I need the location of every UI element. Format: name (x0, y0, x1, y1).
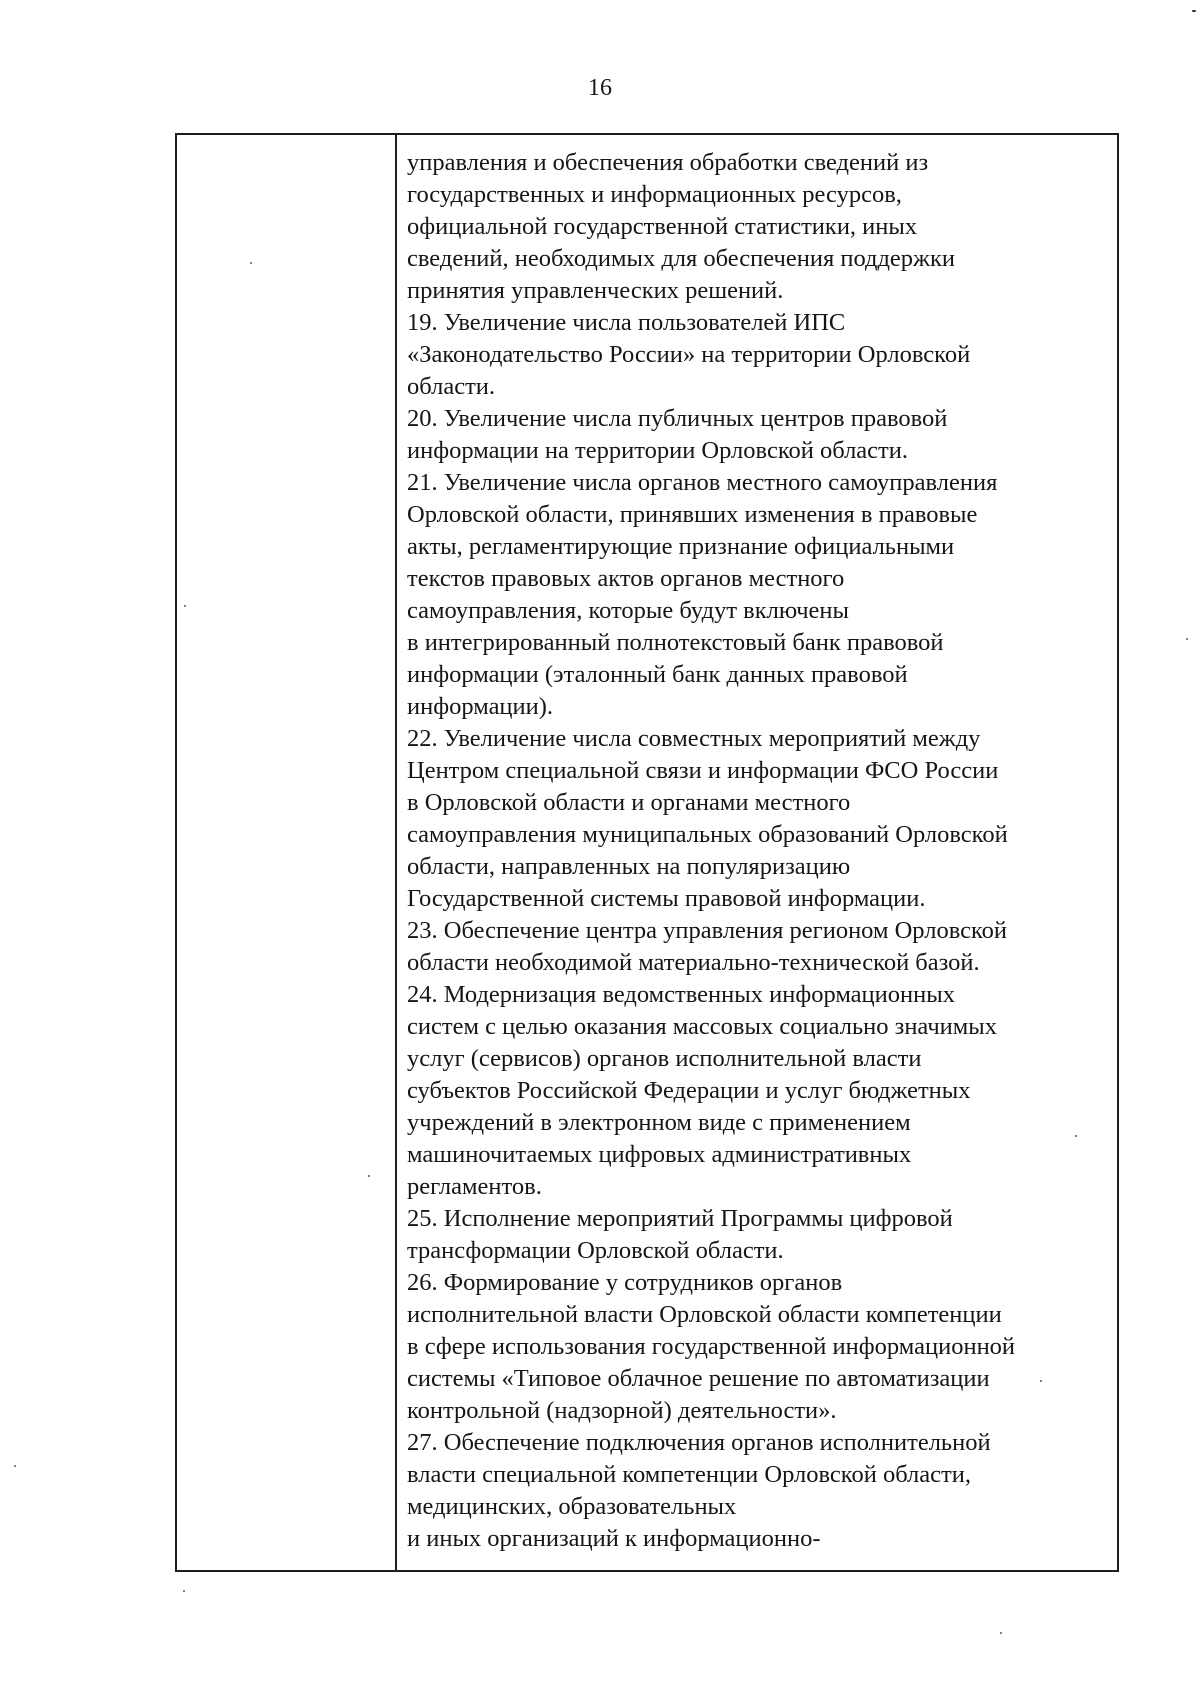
text-line: в сфере использования государственной информационной (407, 1333, 1016, 1360)
text-line: «Законодательство России» на территории Орловской (407, 341, 971, 368)
text-line: 23. Обеспечение центра управления регионом Орловской (407, 917, 1008, 944)
page-number: 16 (588, 75, 612, 101)
scan-speck (1186, 638, 1188, 640)
text-line: акты, регламентирующие признание официальными (407, 533, 955, 560)
text-line: 24. Модернизация ведомственных информационных (407, 981, 955, 1008)
table-left-cell (177, 135, 395, 1570)
text-line: Орловской области, принявших изменения в правовые (407, 501, 978, 528)
text-line: и иных организаций к информационно- (407, 1525, 821, 1552)
scan-speck (14, 1465, 16, 1467)
text-line: самоуправления муниципальных образований Орловской (407, 821, 1008, 848)
text-line: учреждений в электронном виде с применением (407, 1109, 911, 1136)
text-line: самоуправления, которые будут включены (407, 597, 849, 624)
text-line: власти специальной компетенции Орловской области, (407, 1461, 971, 1488)
text-line: 26. Формирование у сотрудников органов (407, 1269, 843, 1296)
scan-speck (184, 605, 186, 607)
text-line: 27. Обеспечение подключения органов исполнительной (407, 1429, 991, 1456)
text-line: Государственной системы правовой информации. (407, 885, 926, 912)
text-line: государственных и информационных ресурсов, (407, 181, 902, 208)
scan-speck (183, 1590, 185, 1592)
text-line: услуг (сервисов) органов исполнительной власти (407, 1045, 922, 1072)
text-line: информации). (407, 693, 554, 720)
text-line: области, направленных на популяризацию (407, 853, 851, 880)
scan-speck (1192, 10, 1196, 12)
text-line: в интегрированный полнотекстовый банк правовой (407, 629, 944, 656)
scan-speck (1040, 1380, 1042, 1382)
text-line: 20. Увеличение числа публичных центров правовой (407, 405, 948, 432)
text-line: 21. Увеличение числа органов местного самоуправления (407, 469, 998, 496)
text-line: систем с целью оказания массовых социально значимых (407, 1013, 997, 1040)
text-line: сведений, необходимых для обеспечения поддержки (407, 245, 955, 272)
text-line: управления и обеспечения обработки сведений из (407, 149, 929, 176)
text-line: области. (407, 373, 496, 400)
text-line: субъектов Российской Федерации и услуг бюджетных (407, 1077, 971, 1104)
scan-speck (1075, 1135, 1077, 1137)
text-line: системы «Типовое облачное решение по автоматизации (407, 1365, 990, 1392)
text-line: регламентов. (407, 1173, 542, 1200)
text-line: принятия управленческих решений. (407, 277, 784, 304)
text-line: исполнительной власти Орловской области компетенции (407, 1301, 1002, 1328)
text-line: информации (эталонный банк данных правовой (407, 661, 908, 688)
text-line: контрольной (надзорной) деятельности». (407, 1397, 837, 1424)
text-line: машиночитаемых цифровых административных (407, 1141, 912, 1168)
text-line: медицинских, образовательных (407, 1493, 737, 1520)
text-line: в Орловской области и органами местного (407, 789, 851, 816)
scan-speck (250, 262, 252, 264)
text-line: 25. Исполнение мероприятий Программы цифровой (407, 1205, 953, 1232)
text-line: трансформации Орловской области. (407, 1237, 784, 1264)
text-line: текстов правовых актов органов местного (407, 565, 845, 592)
text-line: 22. Увеличение числа совместных мероприятий между (407, 725, 981, 752)
text-line: 19. Увеличение числа пользователей ИПС (407, 309, 846, 336)
text-line: области необходимой материально-технической базой. (407, 949, 980, 976)
scan-speck (368, 1175, 370, 1177)
text-line: официальной государственной статистики, иных (407, 213, 918, 240)
text-line: Центром специальной связи и информации ФСО России (407, 757, 999, 784)
column-divider (395, 133, 397, 1572)
text-line: информации на территории Орловской области. (407, 437, 908, 464)
scan-speck (1000, 1632, 1002, 1634)
